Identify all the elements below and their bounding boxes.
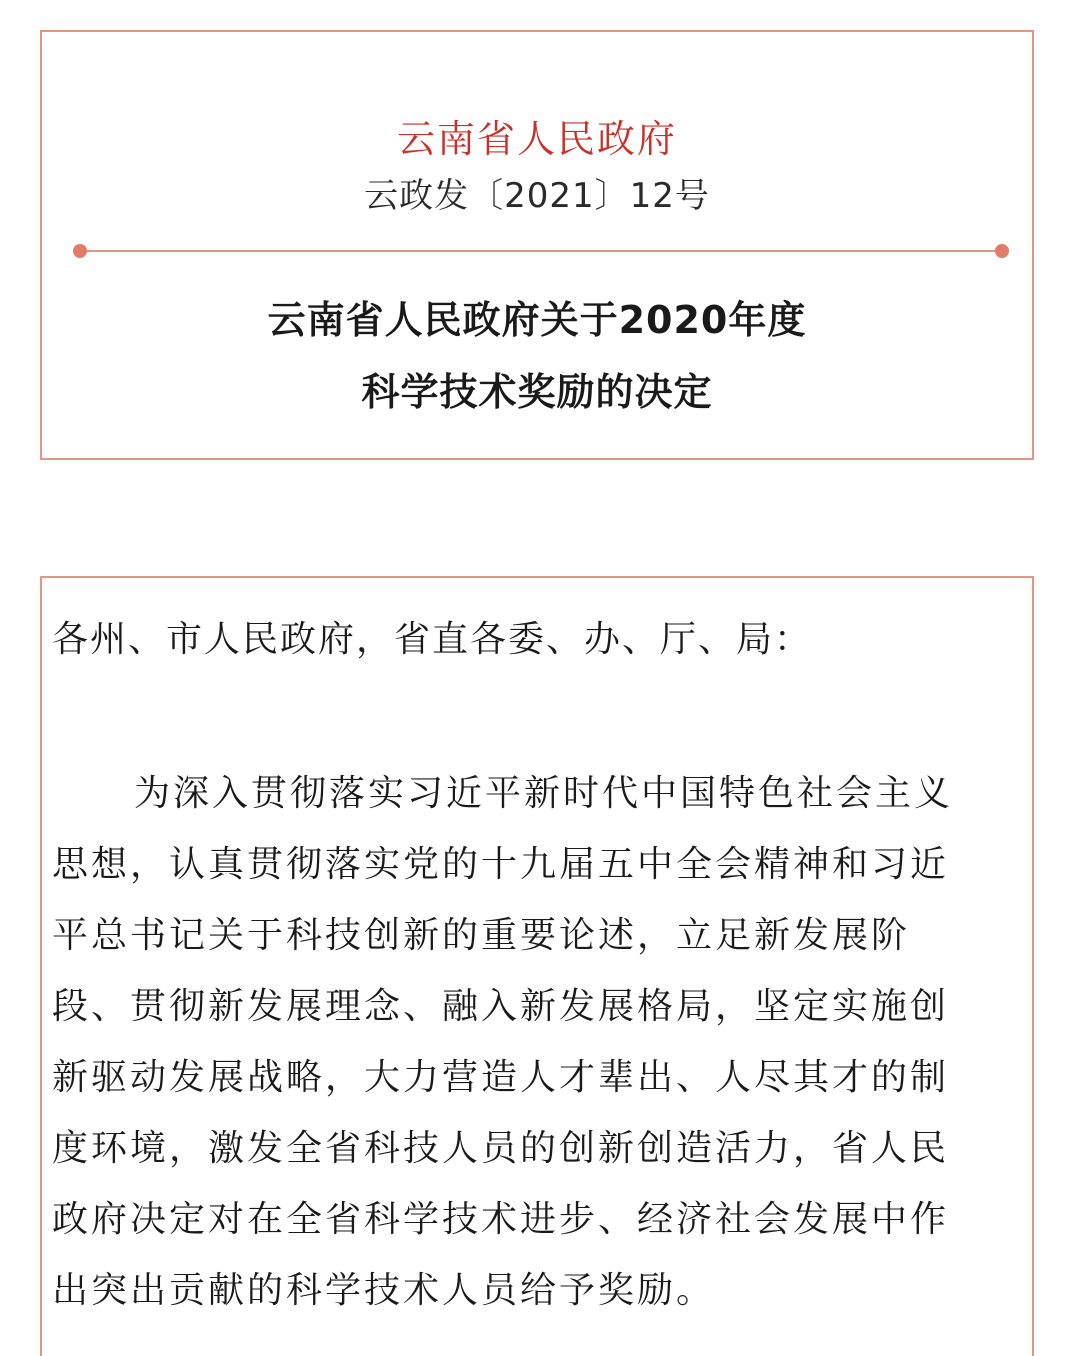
paragraph-line: 段、贯彻新发展理念、融入新发展格局，坚定实施创: [52, 986, 950, 1027]
paragraph-line: 新驱动发展战略，大力营造人才辈出、人尽其才的制: [52, 1057, 950, 1098]
salutation: 各州、市人民政府，省直各委、办、厅、局：: [52, 619, 813, 660]
title-line-2: 科学技术奖励的决定: [361, 370, 713, 414]
document-number: 云政发〔2021〕12号: [364, 176, 710, 216]
title-line-1: 云南省人民政府关于2020年度: [267, 298, 807, 342]
document-header-box: [40, 30, 1034, 460]
paragraph-line: 政府决定对在全省科学技术进步、经济社会发展中作: [52, 1199, 950, 1240]
paragraph-line: 思想，认真贯彻落实党的十九届五中全会精神和习近: [52, 844, 950, 885]
divider-dot-left: [73, 244, 87, 258]
divider-dot-right: [995, 244, 1009, 258]
paragraph-line: 平总书记关于科技创新的重要论述，立足新发展阶: [52, 915, 911, 956]
document-title: [42, 284, 1032, 428]
paragraph-line: 出突出贡献的科学技术人员给予奖励。: [52, 1270, 716, 1311]
header-divider: [80, 250, 1002, 252]
paragraph-line: 度环境，激发全省科技人员的创新创造活力，省人民: [52, 1128, 950, 1169]
paragraph-line: 为深入贯彻落实习近平新时代中国特色社会主义: [134, 773, 954, 814]
issuer-name: 云南省人民政府: [396, 117, 677, 161]
document-body-box: [40, 576, 1034, 1356]
body-paragraph: [52, 758, 1030, 1326]
